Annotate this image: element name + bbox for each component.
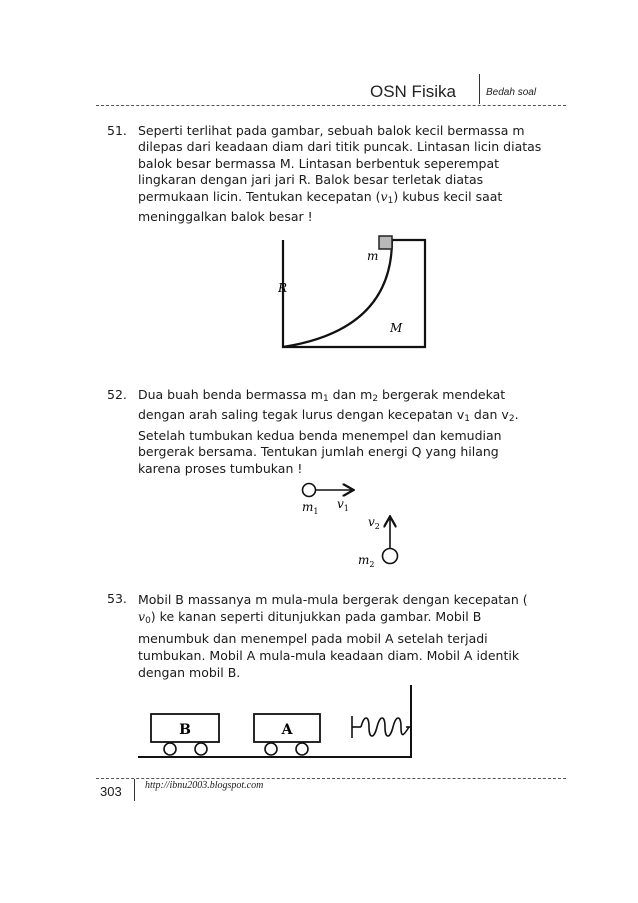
svg-text:m1: $m_1$ [302,500,319,516]
question-52-text: Dua buah benda bermassa $m_1$ dan $m_2$ bergerak mendekat dengan arah saling tegak lurus dengan kecepatan $v_1$ dan $v_2$. Setelah tumbukan kedua benda menempel dan kemudian bergerak bersama. Tentukan jumlah energi Q yang hilang karena proses tumbukan ! [138,387,519,476]
large-block-outline [283,240,425,347]
question-51-number: 51. [107,123,127,138]
figure-quarter-circle-block [270,230,440,370]
car-b [151,714,219,755]
label-m: m [367,249,379,263]
question-52-number: 52. [107,387,127,402]
figure-perpendicular-collision [290,478,420,570]
ball-m1 [303,484,316,497]
label-M: M [390,321,403,335]
car-a-label: A [281,722,293,738]
footer-divider [134,779,135,801]
figure-cars-spring [130,682,420,762]
footer-url-link[interactable]: http://ibnu2003.blogspot.com [145,780,264,791]
header-divider [479,74,480,104]
header-subtitle: Bedah soal [486,87,537,98]
question-51-text: Seperti terlihat pada gambar, sebuah balok kecil bermassa m dilepas dari keadaan diam dari titik puncak. Lintasan licin diatas balok besar bermassa M. Lintasan berbentuk seperempat lingkaran dengan jari jari R. Balok besar terletak diatas permukaan licin. Tentukan kecepatan $(v_1)$ kubus kecil saat meninggalkan balok besar ! [138,123,542,225]
car-a [254,714,320,755]
small-block-m [379,236,392,249]
svg-text:v1: $v_1$ [337,497,349,513]
label-R: R [278,281,288,295]
question-53-text: Mobil B massanya m mula-mula bergerak dengan kecepatan ( $v_0$) ke kanan seperti ditunjukkan pada gambar. Mobil B menumbuk dan menempel pada mobil A setelah terjadi tumbukan. Mobil A mula-mula keadaan diam. Mobil A identik dengan mobil B. [138,592,528,680]
question-53-number: 53. [107,591,127,606]
spring [352,716,411,738]
header-rule [96,105,566,106]
svg-text:v2: $v_2$ [368,515,380,531]
ball-m2 [383,549,398,564]
svg-text:m2: $m_2$ [358,553,375,569]
car-b-label: B [179,722,191,738]
footer-rule [96,778,566,779]
header-title: OSN Fisika [370,82,456,101]
page-number: 303 [100,784,122,799]
